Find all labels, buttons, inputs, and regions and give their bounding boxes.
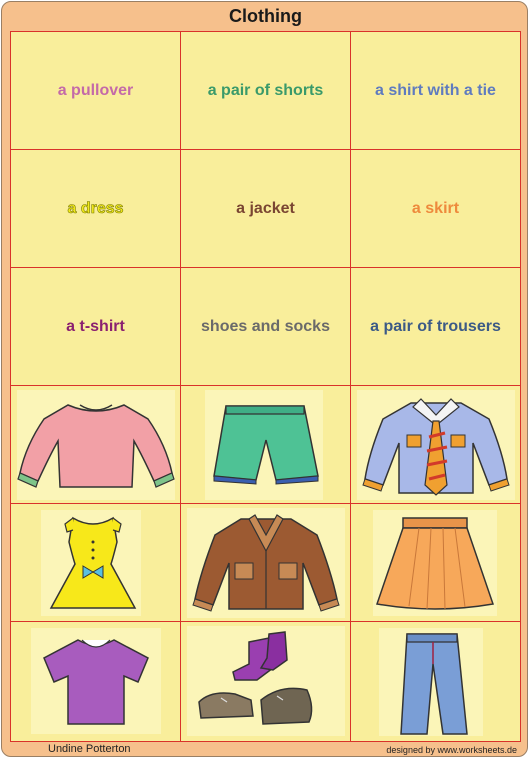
word-cell <box>351 268 520 386</box>
word-cell <box>351 32 520 150</box>
word-cell <box>351 150 520 268</box>
t-shirt-icon <box>36 634 156 730</box>
dress-icon <box>43 512 143 616</box>
word-cell <box>11 150 181 268</box>
page-title: Clothing <box>229 6 302 26</box>
word-cell <box>11 32 181 150</box>
picture-cell <box>351 504 520 622</box>
picture-cell <box>181 622 351 741</box>
jacket-icon <box>191 511 341 615</box>
word-jacket: a jacket <box>236 199 295 217</box>
trousers-icon <box>387 630 477 736</box>
word-shoes-and-socks: shoes and socks <box>201 317 330 335</box>
shorts-icon <box>206 400 326 490</box>
word-cell <box>181 150 351 268</box>
word-cell <box>181 32 351 150</box>
word-shorts: a pair of shorts <box>207 81 324 99</box>
word-cell <box>181 268 351 386</box>
word-dress: a dress <box>67 199 124 217</box>
author-name: Undine Potterton <box>48 743 131 755</box>
shoes-and-socks-icon <box>191 628 341 734</box>
picture-cell <box>11 504 181 622</box>
picture-cell <box>351 386 520 504</box>
pullover-icon <box>16 395 176 495</box>
picture-cell <box>11 386 181 504</box>
word-shirt-with-tie: a shirt with a tie <box>375 81 496 99</box>
skirt-icon <box>373 514 497 614</box>
word-pullover: a pullover <box>57 81 134 99</box>
picture-cell <box>181 504 351 622</box>
word-t-shirt: a t-shirt <box>66 317 125 335</box>
word-skirt: a skirt <box>411 199 460 217</box>
picture-cell <box>11 622 181 741</box>
credit-text: designed by www.worksheets.de <box>386 745 517 755</box>
word-cell <box>11 268 181 386</box>
shirt-with-tie-icon <box>361 393 511 497</box>
word-trousers: a pair of trousers <box>370 317 501 335</box>
picture-cell <box>351 622 520 741</box>
picture-cell <box>181 386 351 504</box>
word-picture-grid <box>10 31 521 742</box>
